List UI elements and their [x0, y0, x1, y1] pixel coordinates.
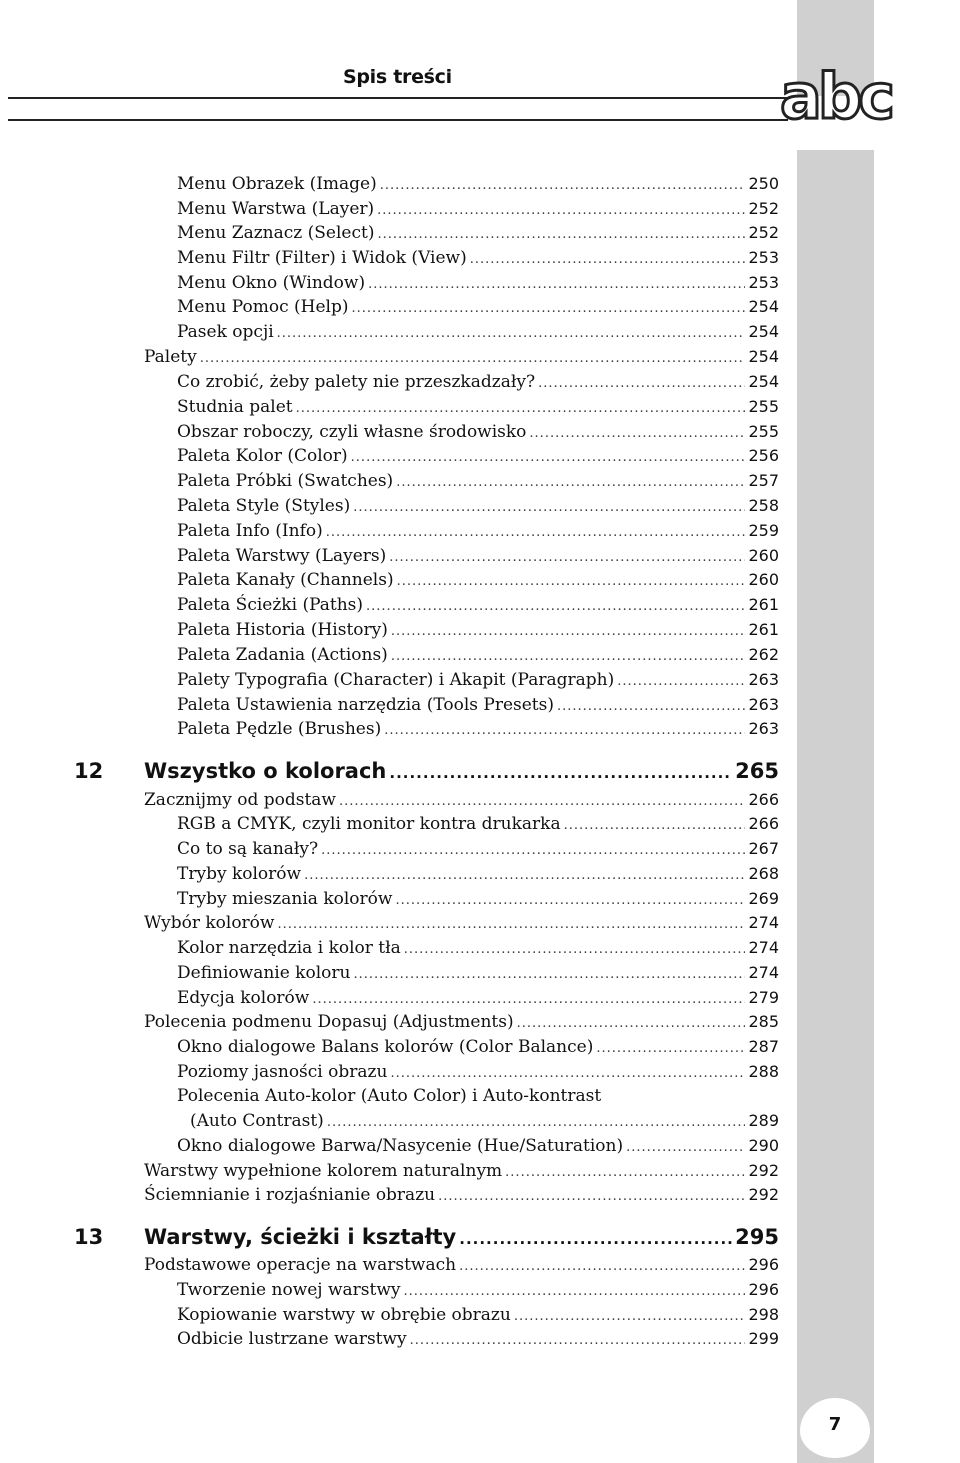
toc-entry: Okno dialogowe Barwa/Nasycenie (Hue/Saturation) ..... 290 — [177, 1134, 779, 1158]
toc-entry: Co to są kanały? ..... 267 — [177, 837, 779, 861]
dot-leader — [470, 248, 746, 272]
toc-entry: Paleta Kanały (Channels) ..... 260 — [177, 568, 779, 592]
chapter-number: 12 — [74, 759, 104, 783]
toc-entry: Paleta Próbki (Swatches) ..... 257 — [177, 469, 779, 493]
dot-leader — [296, 397, 746, 421]
toc-entry: Paleta Zadania (Actions) ..... 262 — [177, 643, 779, 667]
toc-entry: Okno dialogowe Balans kolorów (Color Balance) ..... 287 — [177, 1035, 779, 1059]
abc-logo-text: abc — [780, 60, 891, 124]
dot-leader — [352, 297, 746, 321]
header-rule-lower — [8, 119, 788, 121]
dot-leader — [390, 1062, 745, 1086]
dot-leader — [339, 790, 745, 814]
toc-entry: Podstawowe operacje na warstwach ..... 296 — [144, 1253, 779, 1277]
chapter-heading: Warstwy, ścieżki i kształty ..... 295 — [144, 1225, 779, 1249]
dot-leader — [384, 719, 745, 743]
dot-leader — [514, 1305, 746, 1329]
toc-entry: Studnia palet ..... 255 — [177, 395, 779, 419]
dot-leader — [391, 645, 746, 669]
dot-leader — [410, 1329, 746, 1353]
dot-leader — [505, 1161, 745, 1185]
dot-leader — [397, 570, 746, 594]
dot-leader — [557, 695, 745, 719]
dot-leader — [304, 864, 745, 888]
dot-leader — [517, 1012, 746, 1036]
toc-entry: Ściemnianie i rozjaśnianie obrazu ..... 292 — [144, 1183, 779, 1207]
toc-entry: Tryby mieszania kolorów ..... 269 — [177, 887, 779, 911]
toc-entry: Zacznijmy od podstaw ..... 266 — [144, 788, 779, 812]
dot-leader — [312, 988, 745, 1012]
toc-entry: (Auto Contrast) ..... 289 — [190, 1109, 779, 1133]
dot-leader — [459, 1255, 745, 1279]
dot-leader — [404, 938, 746, 962]
header-rule — [8, 97, 788, 99]
dot-leader — [366, 595, 745, 619]
dot-leader — [351, 446, 746, 470]
toc-entry: Paleta Kolor (Color) ..... 256 — [177, 444, 779, 468]
toc-entry: Menu Warstwa (Layer) ..... 252 — [177, 197, 779, 221]
toc-entry: RGB a CMYK, czyli monitor kontra drukarka ..... 266 — [177, 812, 779, 836]
toc-entry: Odbicie lustrzane warstwy ..... 299 — [177, 1327, 779, 1351]
dot-leader — [389, 546, 745, 570]
dot-leader — [404, 1280, 746, 1304]
dot-leader — [277, 913, 745, 937]
dot-leader — [617, 670, 745, 694]
toc-entry: Polecenia podmenu Dopasuj (Adjustments) ..... 285 — [144, 1010, 779, 1034]
dot-leader — [377, 199, 745, 223]
toc-entry: Palety Typografia (Character) i Akapit (Paragraph) ..... 263 — [177, 668, 779, 692]
dot-leader — [326, 521, 746, 545]
dot-leader — [389, 761, 732, 785]
chapter-number: 13 — [74, 1225, 104, 1249]
dot-leader — [353, 496, 745, 520]
toc-entry: Paleta Historia (History) ..... 261 — [177, 618, 779, 642]
dot-leader — [438, 1185, 745, 1209]
dot-leader — [321, 839, 745, 863]
dot-leader — [626, 1136, 745, 1160]
toc-entry: Pasek opcji ..... 254 — [177, 320, 779, 344]
dot-leader — [396, 471, 745, 495]
dot-leader — [277, 322, 746, 346]
dot-leader — [596, 1037, 745, 1061]
toc-entry: Paleta Pędzle (Brushes) ..... 263 — [177, 717, 779, 741]
dot-leader — [380, 174, 746, 198]
dot-leader — [459, 1227, 732, 1251]
toc-entry: Tworzenie nowej warstwy ..... 296 — [177, 1278, 779, 1302]
chapter-heading: Wszystko o kolorach ..... 265 — [144, 759, 779, 783]
toc-entry: Paleta Info (Info) ..... 259 — [177, 519, 779, 543]
toc-entry-wrapped: Polecenia Auto-kolor (Auto Color) i Auto-kontrast — [177, 1086, 602, 1106]
toc-entry: Poziomy jasności obrazu ..... 288 — [177, 1060, 779, 1084]
abc-logo — [776, 58, 926, 124]
dot-leader — [395, 889, 745, 913]
toc-entry: Co zrobić, żeby palety nie przeszkadzały? ..... 254 — [177, 370, 779, 394]
toc-entry: Paleta Ustawienia narzędzia (Tools Presets) ..... 263 — [177, 693, 779, 717]
dot-leader — [377, 223, 745, 247]
toc-entry: Menu Filtr (Filter) i Widok (View) ..... 253 — [177, 246, 779, 270]
sidebar-band — [797, 150, 874, 1463]
dot-leader — [564, 814, 746, 838]
dot-leader — [327, 1111, 746, 1135]
dot-leader — [368, 273, 745, 297]
toc-entry: Paleta Warstwy (Layers) ..... 260 — [177, 544, 779, 568]
toc-entry: Kopiowanie warstwy w obrębie obrazu ..... 298 — [177, 1303, 779, 1327]
toc-entry: Edycja kolorów ..... 279 — [177, 986, 779, 1010]
toc-entry: Menu Obrazek (Image) ..... 250 — [177, 172, 779, 196]
toc-entry: Menu Zaznacz (Select) ..... 252 — [177, 221, 779, 245]
dot-leader — [529, 422, 745, 446]
toc-entry: Palety ..... 254 — [144, 345, 779, 369]
toc-entry: Obszar roboczy, czyli własne środowisko ..... 255 — [177, 420, 779, 444]
toc-entry: Wybór kolorów ..... 274 — [144, 911, 779, 935]
dot-leader — [353, 963, 745, 987]
toc-entry: Paleta Ścieżki (Paths) ..... 261 — [177, 593, 779, 617]
page-number: 7 — [828, 1414, 842, 1435]
toc-entry: Definiowanie koloru ..... 274 — [177, 961, 779, 985]
toc-entry: Paleta Style (Styles) ..... 258 — [177, 494, 779, 518]
toc-entry: Menu Okno (Window) ..... 253 — [177, 271, 779, 295]
dot-leader — [391, 620, 746, 644]
toc-entry: Menu Pomoc (Help) ..... 254 — [177, 295, 779, 319]
page-title: Spis treści — [343, 66, 452, 88]
dot-leader — [538, 372, 745, 396]
toc-entry: Tryby kolorów ..... 268 — [177, 862, 779, 886]
toc-entry: Warstwy wypełnione kolorem naturalnym ..... 292 — [144, 1159, 779, 1183]
dot-leader — [200, 347, 746, 371]
toc-entry: Kolor narzędzia i kolor tła ..... 274 — [177, 936, 779, 960]
